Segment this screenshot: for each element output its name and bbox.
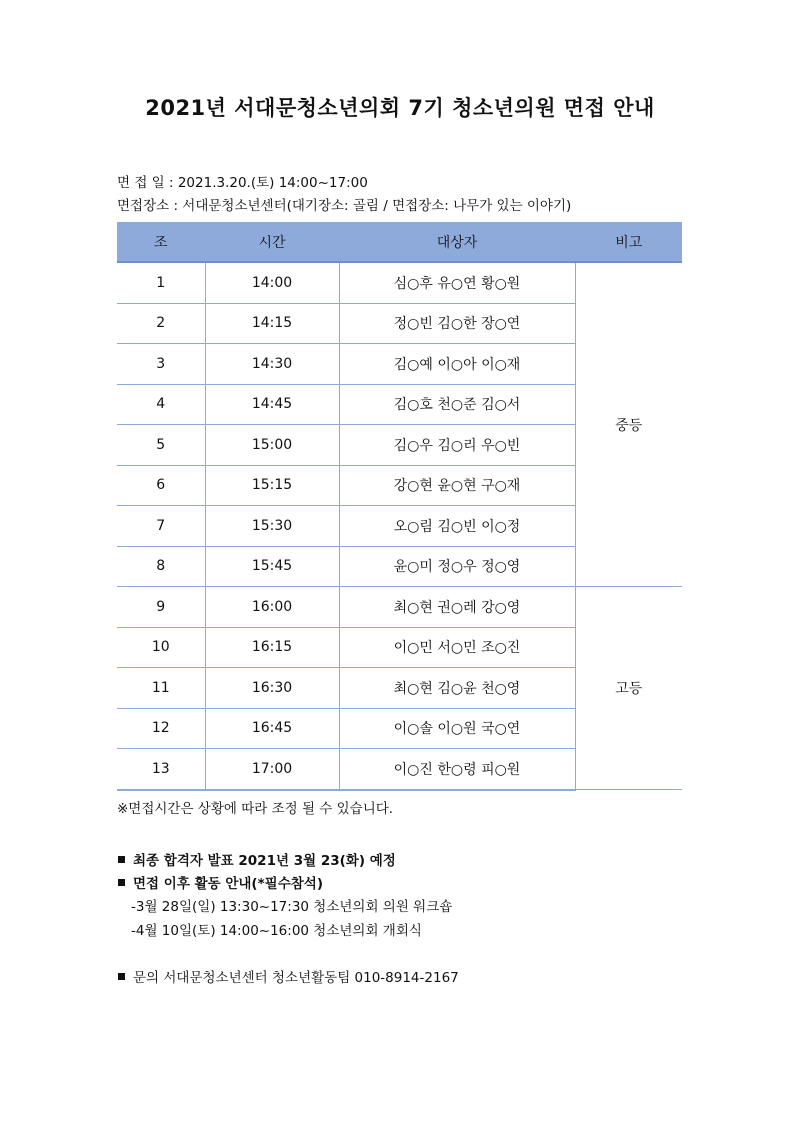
remark-middle: 중등 (575, 262, 682, 587)
activity-detail: -4월 10일(토) 14:00~16:00 청소년의회 개회식 (131, 923, 422, 939)
remark-high: 고등 (575, 587, 682, 790)
announcement-text: 최종 합격자 발표 2021년 3월 23(화) 예정 (133, 853, 396, 869)
cell-names: 심○후 유○연 황○원 (339, 262, 575, 303)
interview-date: 면 접 일 : 2021.3.20.(토) 14:00~17:00 (117, 175, 368, 191)
cell-time: 16:45 (205, 708, 339, 749)
cell-time: 14:00 (205, 262, 339, 303)
cell-names: 김○예 이○아 이○재 (339, 344, 575, 385)
cell-time: 14:45 (205, 384, 339, 425)
cell-time: 17:00 (205, 749, 339, 790)
header-time: 시간 (205, 223, 339, 263)
activity-text: 면접 이후 활동 안내(*필수참석) (133, 876, 323, 892)
cell-names: 최○현 권○레 강○영 (339, 587, 575, 628)
schedule-note: ※면접시간은 상황에 따라 조정 될 수 있습니다. (117, 801, 394, 817)
contact-item (118, 966, 459, 986)
table-header-row (117, 223, 682, 263)
header-remark: 비고 (575, 223, 682, 263)
square-bullet-icon (118, 856, 125, 863)
cell-group: 10 (117, 627, 205, 668)
cell-group: 5 (117, 425, 205, 466)
square-bullet-icon (118, 879, 125, 886)
header-names: 대상자 (339, 223, 575, 263)
interview-place: 면접장소 : 서대문청소년센터(대기장소: 골림 / 면접장소: 나무가 있는 이야기) (117, 198, 572, 214)
table-row (117, 262, 682, 303)
cell-group: 4 (117, 384, 205, 425)
cell-names: 이○진 한○령 피○원 (339, 749, 575, 790)
cell-names: 이○솔 이○원 국○연 (339, 708, 575, 749)
cell-time: 16:15 (205, 627, 339, 668)
cell-group: 7 (117, 506, 205, 547)
cell-group: 2 (117, 303, 205, 344)
cell-time: 16:30 (205, 668, 339, 709)
cell-time: 15:15 (205, 465, 339, 506)
announcement-item (118, 849, 396, 869)
cell-names: 김○호 천○준 김○서 (339, 384, 575, 425)
cell-names: 이○민 서○민 조○진 (339, 627, 575, 668)
cell-time: 15:30 (205, 506, 339, 547)
cell-group: 13 (117, 749, 205, 790)
cell-names: 최○현 김○윤 천○영 (339, 668, 575, 709)
cell-group: 9 (117, 587, 205, 628)
cell-names: 강○현 윤○현 구○재 (339, 465, 575, 506)
cell-group: 1 (117, 262, 205, 303)
cell-group: 6 (117, 465, 205, 506)
cell-time: 14:30 (205, 344, 339, 385)
schedule-table (117, 222, 682, 791)
activity-detail: -3월 28일(일) 13:30~17:30 청소년의회 의원 워크숍 (131, 899, 453, 915)
cell-group: 8 (117, 546, 205, 587)
contact-text: 문의 서대문청소년센터 청소년활동팀 010-8914-2167 (133, 970, 459, 986)
cell-time: 15:45 (205, 546, 339, 587)
cell-time: 15:00 (205, 425, 339, 466)
cell-group: 11 (117, 668, 205, 709)
cell-names: 윤○미 정○우 정○영 (339, 546, 575, 587)
header-group: 조 (117, 223, 205, 263)
page-title: 2021년 서대문청소년의회 7기 청소년의원 면접 안내 (145, 96, 655, 120)
cell-group: 12 (117, 708, 205, 749)
cell-names: 김○우 김○리 우○빈 (339, 425, 575, 466)
cell-names: 정○빈 김○한 장○연 (339, 303, 575, 344)
cell-time: 16:00 (205, 587, 339, 628)
activity-item (118, 872, 323, 892)
table-row (117, 587, 682, 628)
cell-group: 3 (117, 344, 205, 385)
cell-time: 14:15 (205, 303, 339, 344)
cell-names: 오○림 김○빈 이○정 (339, 506, 575, 547)
square-bullet-icon (118, 973, 125, 980)
